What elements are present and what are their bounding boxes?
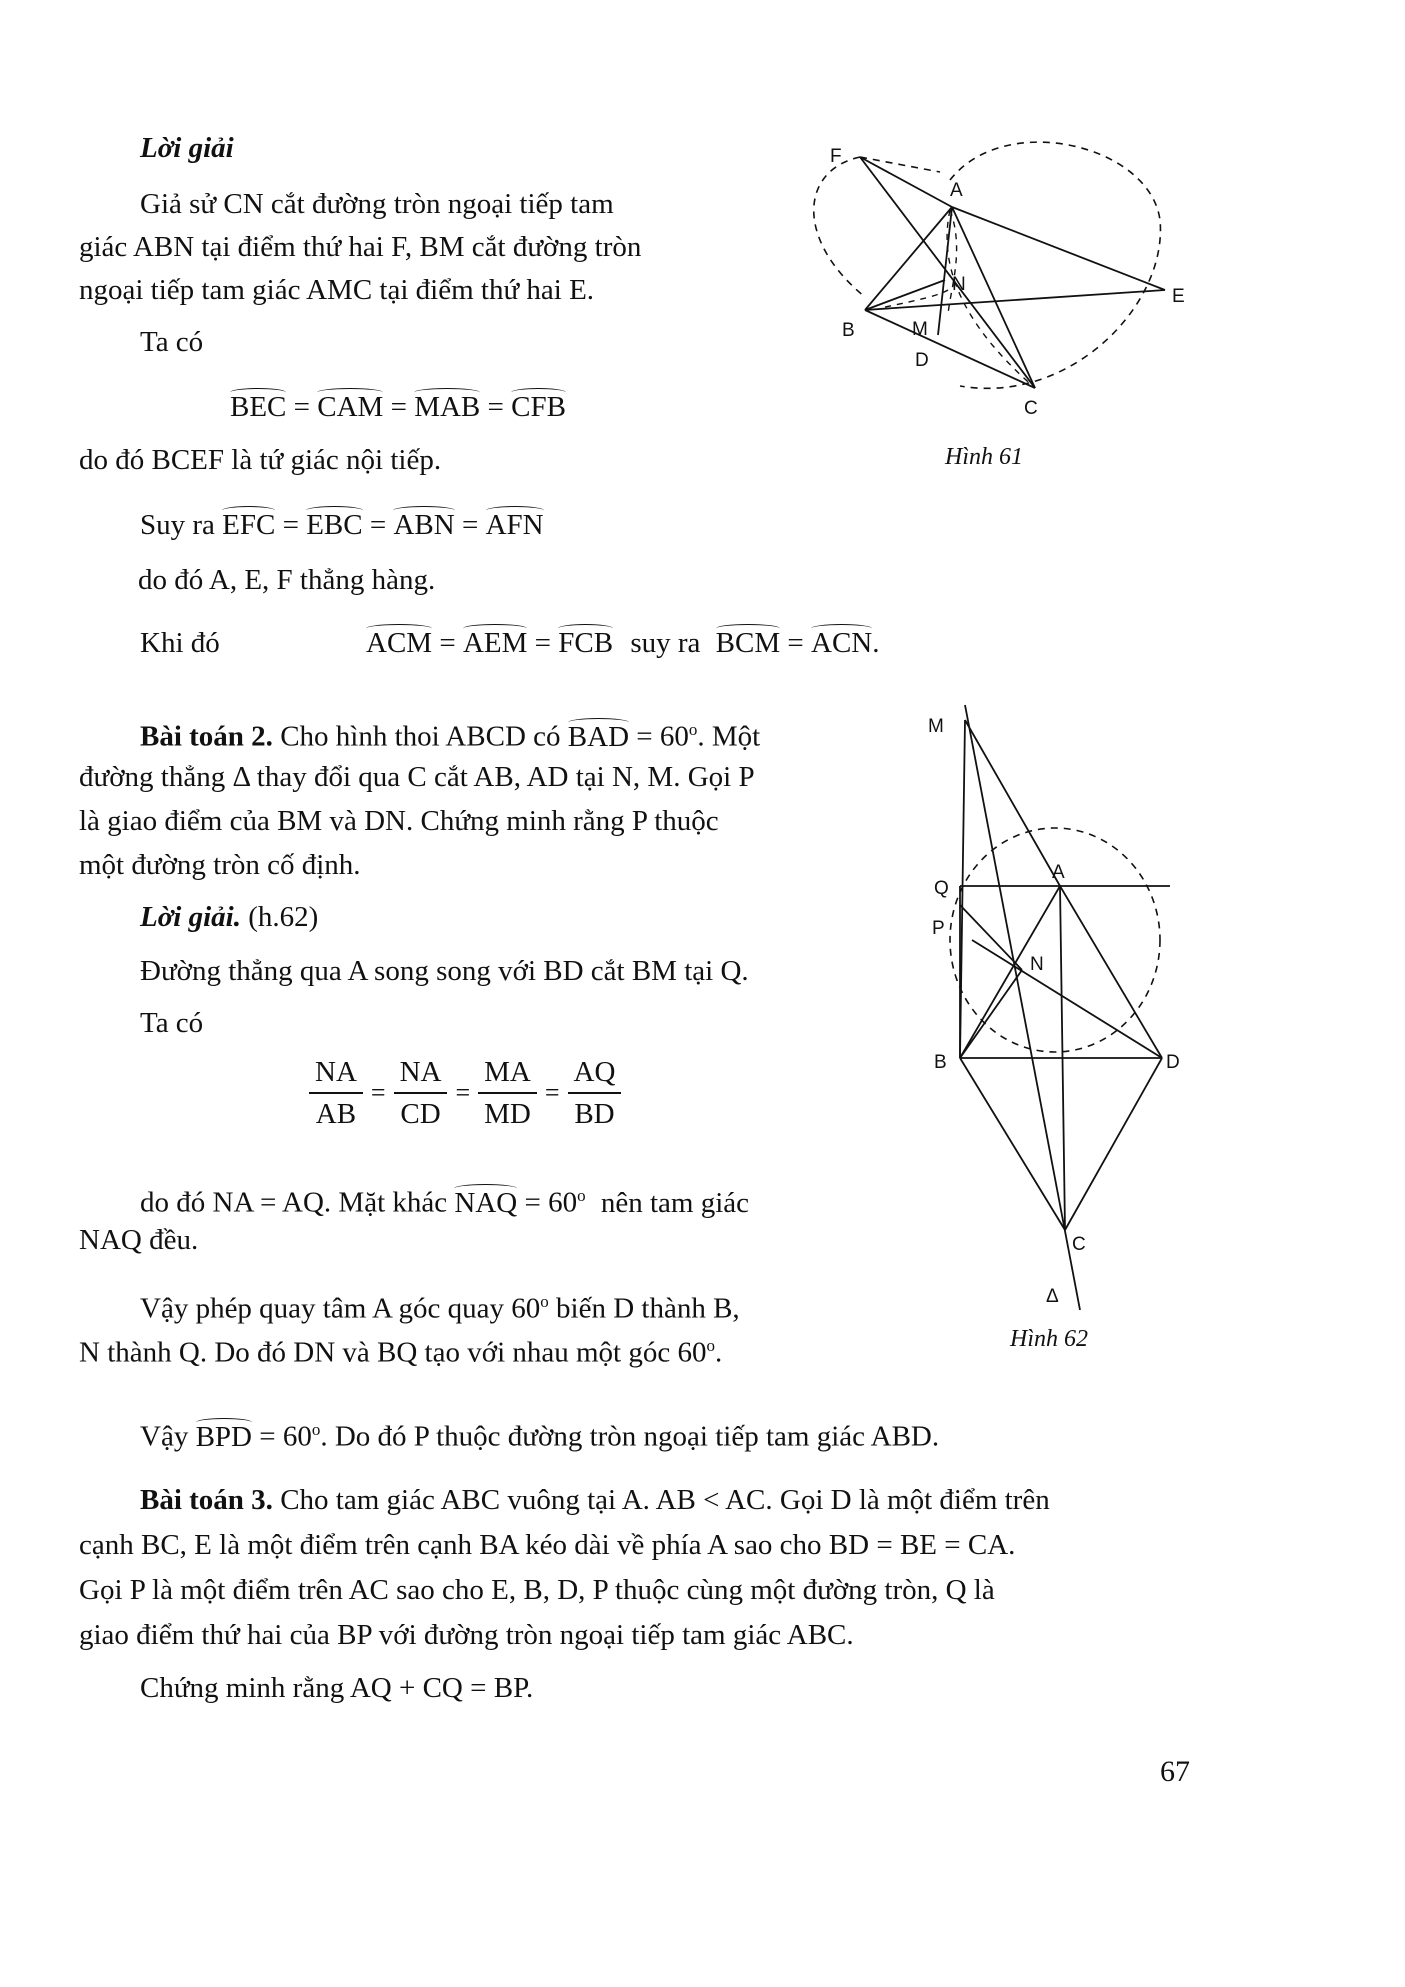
text-line: N thành Q. Do đó DN và BQ tạo với nhau một góc 60$^o$. bbox=[79, 1336, 723, 1369]
label-B: B bbox=[842, 320, 855, 341]
solution-heading: Lời giải bbox=[140, 132, 234, 164]
problem-3-line: Bài toán 3. Cho tam giác ABC vuông tại A. AB < AC. Gọi D là một điểm trên bbox=[140, 1484, 1050, 1516]
label-E: E bbox=[1172, 286, 1185, 307]
text-line: Gọi P là một điểm trên AC sao cho E, B, D, P thuộc cùng một đường tròn, Q là bbox=[79, 1574, 995, 1606]
label-M: M bbox=[912, 319, 928, 340]
equation-2: Suy ra EFC = EBC = ABN = AFN bbox=[140, 505, 544, 545]
label-D: D bbox=[915, 350, 929, 371]
text-line: NAQ đều. bbox=[79, 1224, 199, 1256]
text-line: giao điểm thứ hai của BP với đường tròn ngoại tiếp tam giác ABC. bbox=[79, 1619, 854, 1651]
figure-61 bbox=[790, 130, 1210, 440]
text-line: Vậy phép quay tâm A góc quay 60$^o$ biến D thành B, bbox=[140, 1292, 740, 1325]
label-A: A bbox=[1052, 862, 1065, 883]
text-line: cạnh BC, E là một điểm trên cạnh BA kéo dài về phía A sao cho BD = BE = CA. bbox=[79, 1529, 1016, 1561]
label-M: M bbox=[928, 716, 944, 737]
label-D: D bbox=[1166, 1052, 1180, 1073]
text-line: giác ABN tại điểm thứ hai F, BM cắt đường tròn bbox=[79, 231, 642, 263]
problem-2-line: Bài toán 2. Cho hình thoi ABCD có BAD = $60^o$. Một bbox=[140, 710, 760, 757]
label-Q: Q bbox=[934, 878, 949, 899]
text-line: do đó A, E, F thẳng hàng. bbox=[138, 564, 436, 596]
text-line: Ta có bbox=[140, 1007, 204, 1039]
text-line: Chứng minh rằng AQ + CQ = BP. bbox=[140, 1672, 534, 1704]
fraction-equation: $\frac{NA}{AB}$ = $\frac{NA}{CD}$ = $\frac{MA}{MD}$ = $\frac{AQ}{BD}$ bbox=[305, 1052, 625, 1134]
equation-3: ACM = AEM = FCB suy ra BCM = ACN. bbox=[366, 623, 879, 663]
text-line: do đó NA = AQ. Mặt khác NAQ = $60^o$ nên tam giác bbox=[140, 1176, 749, 1223]
page-number: 67 bbox=[1160, 1755, 1190, 1788]
solution-2-heading: Lời giải. (h.62) bbox=[140, 901, 319, 933]
text-line: ngoại tiếp tam giác AMC tại điểm thứ hai E. bbox=[79, 274, 595, 306]
text-line: do đó BCEF là tứ giác nội tiếp. bbox=[79, 444, 442, 476]
label-B: B bbox=[934, 1052, 947, 1073]
text-line: Khi đó bbox=[140, 627, 220, 659]
text-line: Đường thẳng qua A song song với BD cắt BM tại Q. bbox=[140, 955, 749, 987]
figure-62 bbox=[920, 690, 1180, 1320]
text-line: Ta có bbox=[140, 326, 204, 358]
label-P: P bbox=[932, 918, 945, 939]
label-F: F bbox=[830, 146, 842, 167]
label-delta: Δ bbox=[1046, 1286, 1059, 1307]
figure-62-caption: Hình 62 bbox=[1010, 1326, 1088, 1352]
text-line: là giao điểm của BM và DN. Chứng minh rằng P thuộc bbox=[79, 805, 719, 837]
text-line: một đường tròn cố định. bbox=[79, 849, 361, 881]
text-line: Vậy BPD = $60^o$. Do đó P thuộc đường tròn ngoại tiếp tam giác ABD. bbox=[140, 1410, 939, 1457]
label-N: N bbox=[952, 274, 966, 295]
text-line: đường thẳng Δ thay đổi qua C cắt AB, AD tại N, M. Gọi P bbox=[79, 761, 755, 793]
label-C: C bbox=[1072, 1234, 1086, 1255]
label-A: A bbox=[950, 180, 963, 201]
label-C: C bbox=[1024, 398, 1038, 419]
label-N: N bbox=[1030, 954, 1044, 975]
equation-1: BEC = CAM = MAB = CFB bbox=[230, 387, 566, 427]
text-line: Giả sử CN cắt đường tròn ngoại tiếp tam bbox=[140, 188, 614, 220]
figure-61-caption: Hình 61 bbox=[945, 444, 1023, 470]
